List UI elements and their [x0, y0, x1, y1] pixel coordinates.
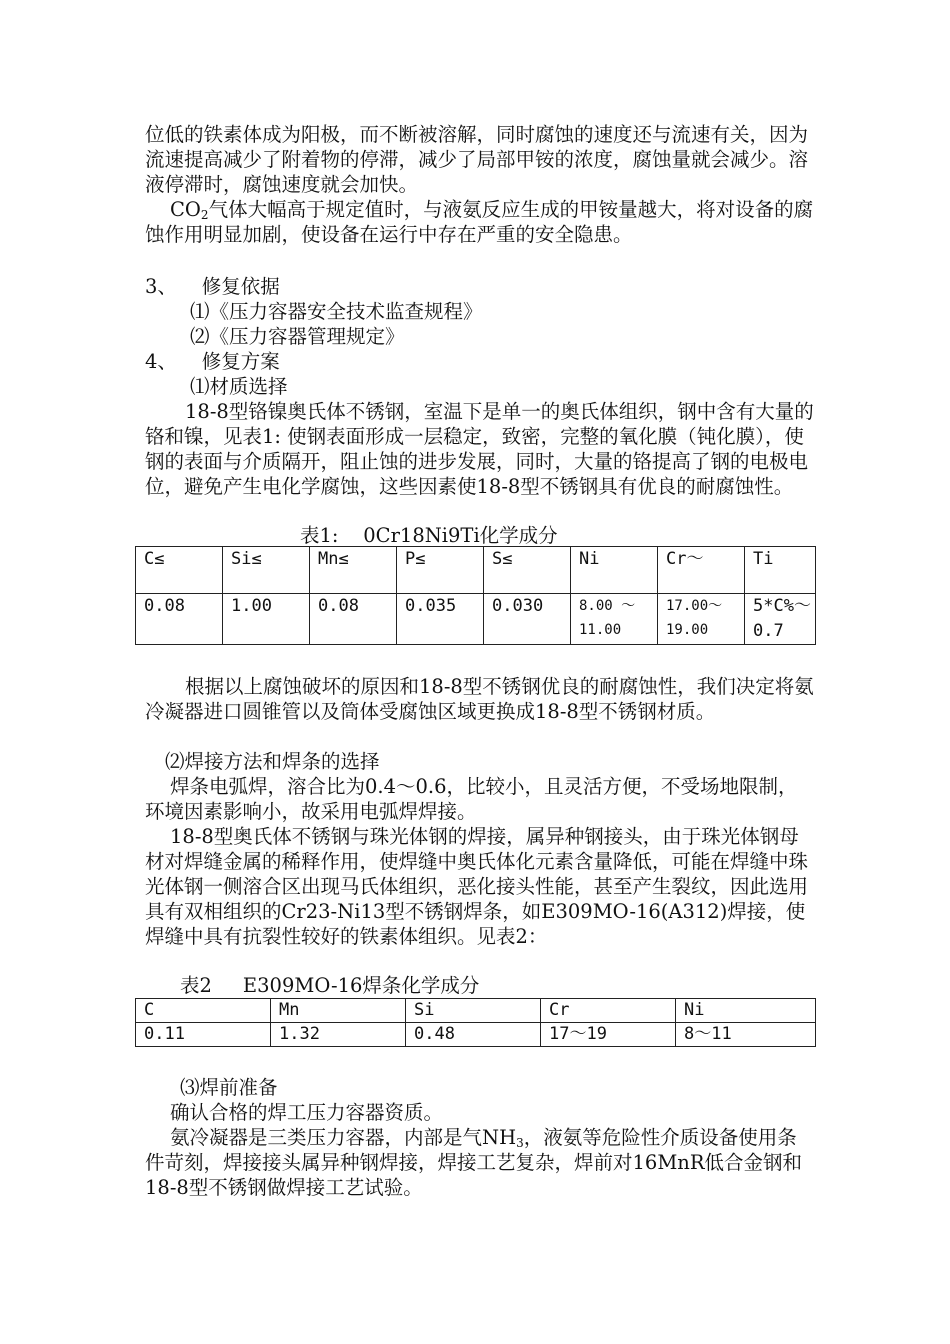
condenser-text: 氨冷凝器是三类压力容器，内部是气NH — [170, 1126, 517, 1149]
table-cell: Cr — [541, 999, 676, 1023]
table-cell: 0.11 — [136, 1023, 271, 1047]
subheading-welding-method: ⑵焊接方法和焊条的选择 — [165, 750, 380, 773]
table-cell: Mn — [271, 999, 406, 1023]
paragraph-material: 18-8型铬镍奥氏体不锈钢，室温下是单一的奥氏体组织，钢中含有大量的铬和镍，见表1: 使钢表面形成一层稳定，致密，完整的氧化膜（钝化膜），使钢的表面与介质隔开，阻止蚀的进步发展，同时，大量的铬提高了钢的电极电位，避免产生电化学腐蚀，这些因素使18-8型不锈钢具有优良的耐腐蚀性。 — [145, 400, 814, 498]
table-cell: 1.00 — [223, 594, 310, 645]
table-cell: Ti — [745, 547, 816, 594]
table-cell: 8～11 — [676, 1023, 816, 1047]
table-row — [136, 594, 816, 645]
paragraph-welder-qualification: 确认合格的焊工压力容器资质。 — [170, 1101, 444, 1124]
table-cell: 0.48 — [406, 1023, 541, 1047]
heading-repair-plan: 4、 修复方案 — [145, 350, 280, 373]
table-row — [136, 547, 816, 594]
paragraph-decision: 根据以上腐蚀破坏的原因和18-8型不锈钢优良的耐腐蚀性，我们决定将氨冷凝器进口圆锥管以及筒体受腐蚀区域更换成18-8型不锈钢材质。 — [145, 675, 814, 723]
table-cell: 0.030 — [484, 594, 571, 645]
condenser-text-rest: ，液氨等危险性介质设备使用条件苛刻，焊接接头属异种钢焊接，焊接工艺复杂，焊前对16MnR低合金钢和18-8型不锈钢做焊接工艺试验。 — [145, 1126, 803, 1199]
paragraph-co2-effect — [145, 197, 815, 247]
subheading-material-selection: ⑴材质选择 — [190, 375, 288, 398]
co2-paragraph-rest: 气体大幅高于规定值时，与液氨反应生成的甲铵量越大，将对设备的腐蚀作用明显加剧，使设备在运行中存在严重的安全隐患。 — [145, 198, 814, 246]
paragraph-dissimilar-steel: 18-8型奥氏体不锈钢与珠光体钢的焊接，属异种钢接头，由于珠光体钢母材对焊缝金属的稀释作用，使焊缝中奥氏体化元素含量降低，可能在焊缝中珠光体钢一侧溶合区出现马氏体组织，恶化接头性能，甚至产生裂纹，因此选用具有双相组织的Cr23-Ni13型不锈钢焊条，如E309MO-16(A312)焊接，使焊缝中具有抗裂性较好的铁素体组织。见表2： — [145, 825, 809, 948]
table-cell: 1.32 — [271, 1023, 406, 1047]
table-cell: 0.035 — [397, 594, 484, 645]
table-cell: Ni — [571, 547, 658, 594]
table-cell: 17～19 — [541, 1023, 676, 1047]
welding-section — [145, 774, 815, 949]
table-cell: C — [136, 999, 271, 1023]
decision-section — [145, 674, 815, 724]
table-cell: Si≤ — [223, 547, 310, 594]
table-e309mo16-composition — [135, 998, 816, 1047]
subheading-pre-weld-preparation: ⑶焊前准备 — [180, 1076, 278, 1099]
material-section — [145, 399, 815, 499]
paragraph-corrosion-mechanism: 位低的铁素体成为阳极，而不断被溶解，同时腐蚀的速度还与流速有关，因为流速提高减少了附着物的停滞，减少了局部甲铵的浓度，腐蚀量就会减少。溶液停滞时，腐蚀速度就会加快。 — [145, 123, 809, 196]
table-cell: C≤ — [136, 547, 223, 594]
nh3-subscript: 3 — [516, 1136, 524, 1150]
table-cell: Mn≤ — [310, 547, 397, 594]
table-cell: 0.08 — [136, 594, 223, 645]
table-row — [136, 1023, 816, 1047]
table2-caption: 表2 E309MO-16焊条化学成分 — [180, 974, 480, 997]
table-0cr18ni9ti-composition — [135, 546, 816, 645]
table-cell: Ni — [676, 999, 816, 1023]
paragraph-condenser-conditions — [145, 1125, 815, 1200]
table-cell: S≤ — [484, 547, 571, 594]
paragraph-welding-method: 焊条电弧焊，溶合比为0.4～0.6，比较小，且灵活方便，不受场地限制，环境因素影响小，故采用电弧焊焊接。 — [145, 775, 798, 823]
table-cell: Si — [406, 999, 541, 1023]
table-cell: Cr～ — [658, 547, 745, 594]
table-cell: 8.00 ～11.00 — [571, 594, 658, 645]
table-row — [136, 999, 816, 1023]
table-cell: 0.08 — [310, 594, 397, 645]
co2-text: CO — [170, 198, 201, 221]
co2-subscript: 2 — [200, 208, 209, 222]
table1-caption: 表1: 0Cr18Ni9Ti化学成分 — [300, 524, 558, 547]
basis-item-2: ⑵《压力容器管理规定》 — [190, 325, 405, 348]
intro-section — [145, 122, 815, 247]
table-cell: 17.00～19.00 — [658, 594, 745, 645]
table-cell: P≤ — [397, 547, 484, 594]
preparation-section — [145, 1100, 815, 1200]
heading-repair-basis: 3、 修复依据 — [145, 275, 280, 298]
basis-item-1: ⑴《压力容器安全技术监查规程》 — [190, 300, 483, 323]
table-cell: 5*C%～0.7 — [745, 594, 816, 645]
